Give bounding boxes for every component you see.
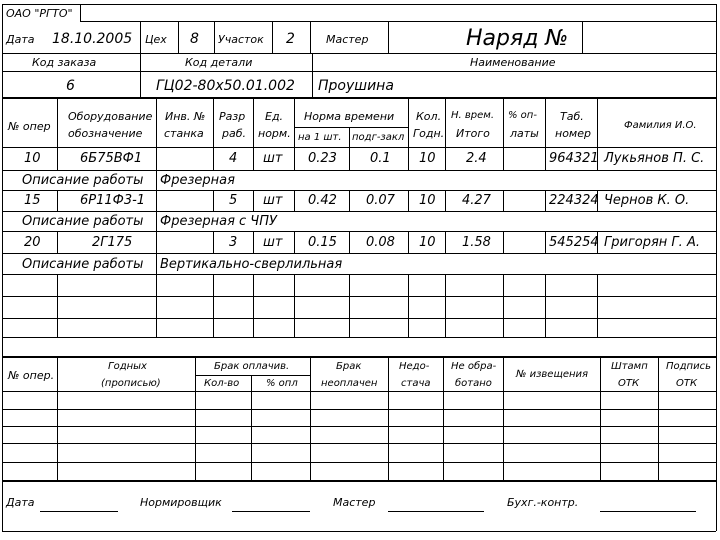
part-code-value[interactable]: ГЦ02-80х50.01.002: [156, 78, 295, 94]
document-title: Наряд №: [466, 26, 569, 51]
col-defect-qty: Кол-во: [204, 378, 240, 389]
section-value[interactable]: 2: [286, 31, 295, 47]
tab-number[interactable]: 545254: [549, 235, 599, 250]
col-signature-sub: ОТК: [676, 378, 698, 389]
per-unit-time[interactable]: 0.42: [308, 193, 337, 208]
shop-value[interactable]: 8: [190, 31, 199, 47]
grade[interactable]: 3: [229, 235, 238, 250]
col-unit-sub: норм.: [258, 127, 291, 140]
col-op-no: № опер.: [8, 369, 55, 382]
grade[interactable]: 5: [229, 193, 238, 208]
work-description[interactable]: Вертикально-сверлильная: [160, 257, 343, 272]
col-unit: Ед.: [265, 110, 284, 123]
unit[interactable]: шт: [263, 193, 283, 208]
col-tab: Таб.: [560, 110, 584, 123]
total-time[interactable]: 4.27: [462, 193, 491, 208]
col-unpaid-sub: неоплачен: [321, 378, 378, 389]
col-good-sub: (прописью): [101, 378, 161, 389]
col-pct-sub: латы: [510, 127, 539, 140]
col-stamp: Штамп: [611, 361, 648, 372]
footer-master-label: Мастер: [333, 496, 376, 509]
part-name-value[interactable]: Проушина: [318, 78, 394, 94]
description-label: Описание работы: [22, 257, 144, 272]
name-label: Наименование: [470, 56, 556, 69]
total-time[interactable]: 2.4: [466, 151, 487, 166]
date-value[interactable]: 18.10.2005: [52, 31, 133, 47]
op-no[interactable]: 10: [24, 151, 41, 166]
col-fio: Фамилия И.О.: [624, 120, 697, 131]
worker-name[interactable]: Чернов К. О.: [604, 193, 690, 208]
date-label: Дата: [6, 33, 35, 46]
footer-accountant-label: Бухг.-контр.: [507, 496, 579, 509]
col-equipment: Оборудование: [68, 110, 153, 123]
col-paid-defect: Брак оплачив.: [214, 361, 290, 372]
col-ntime: Н. врем.: [451, 110, 494, 121]
col-qty: Кол.: [416, 110, 442, 123]
worker-name[interactable]: Лукьянов П. С.: [604, 151, 705, 166]
footer-normer-label: Нормировщик: [140, 496, 222, 509]
col-grade: Разр: [219, 110, 246, 123]
description-label: Описание работы: [22, 173, 144, 188]
master-label: Мастер: [326, 33, 369, 46]
col-pct: % оп-: [508, 110, 537, 121]
col-prep: подг-закл: [352, 132, 405, 143]
col-stamp-sub: ОТК: [618, 378, 640, 389]
col-signature: Подпись: [666, 361, 711, 372]
op-no[interactable]: 15: [24, 193, 41, 208]
col-inv-sub: станка: [164, 127, 204, 140]
col-notice: № извещения: [516, 369, 589, 380]
col-good: Годных: [108, 361, 147, 372]
equipment[interactable]: 6Б75ВФ1: [80, 151, 143, 166]
col-qty-sub: Годн.: [413, 127, 445, 140]
per-unit-time[interactable]: 0.23: [308, 151, 337, 166]
order-code-label: Код заказа: [32, 56, 97, 69]
footer-date-label: Дата: [6, 496, 35, 509]
tab-number[interactable]: 964321: [549, 151, 599, 166]
prep-time[interactable]: 0.1: [370, 151, 391, 166]
worker-name[interactable]: Григорян Г. А.: [604, 235, 700, 250]
work-description[interactable]: Фрезерная с ЧПУ: [160, 214, 277, 229]
col-per-unit: на 1 шт.: [298, 132, 342, 143]
per-unit-time[interactable]: 0.15: [308, 235, 337, 250]
col-grade-sub: раб.: [222, 127, 247, 140]
col-tab-sub: номер: [555, 127, 591, 140]
unit[interactable]: шт: [263, 151, 283, 166]
order-code-value[interactable]: 6: [66, 78, 75, 94]
description-label: Описание работы: [22, 214, 144, 229]
col-op-no: № опер: [8, 120, 51, 133]
op-no[interactable]: 20: [24, 235, 41, 250]
unit[interactable]: шт: [263, 235, 283, 250]
org-name: ОАО "РГТО": [6, 7, 73, 20]
quantity[interactable]: 10: [419, 235, 436, 250]
total-time[interactable]: 1.58: [462, 235, 491, 250]
col-shortage: Недо-: [399, 361, 430, 372]
col-shortage-sub: стача: [401, 378, 431, 389]
equipment[interactable]: 6Р11Ф3-1: [80, 193, 146, 208]
equipment[interactable]: 2Г175: [92, 235, 133, 250]
col-defect-pct: % опл: [266, 378, 298, 389]
quantity[interactable]: 10: [419, 151, 436, 166]
quantity[interactable]: 10: [419, 193, 436, 208]
col-equipment-sub: обозначение: [68, 127, 143, 140]
col-unprocessed: Не обра-: [451, 361, 497, 372]
shop-label: Цех: [145, 33, 167, 46]
part-code-label: Код детали: [185, 56, 253, 69]
col-inv: Инв. №: [165, 110, 206, 123]
tab-number[interactable]: 224324: [549, 193, 599, 208]
work-description[interactable]: Фрезерная: [160, 173, 235, 188]
col-ntime-sub: Итого: [456, 127, 490, 140]
grade[interactable]: 4: [229, 151, 238, 166]
col-unpaid: Брак: [336, 361, 362, 372]
prep-time[interactable]: 0.07: [366, 193, 395, 208]
section-label: Участок: [218, 33, 264, 46]
col-unprocessed-sub: ботано: [455, 378, 492, 389]
prep-time[interactable]: 0.08: [366, 235, 395, 250]
col-norm-time: Норма времени: [304, 110, 395, 123]
